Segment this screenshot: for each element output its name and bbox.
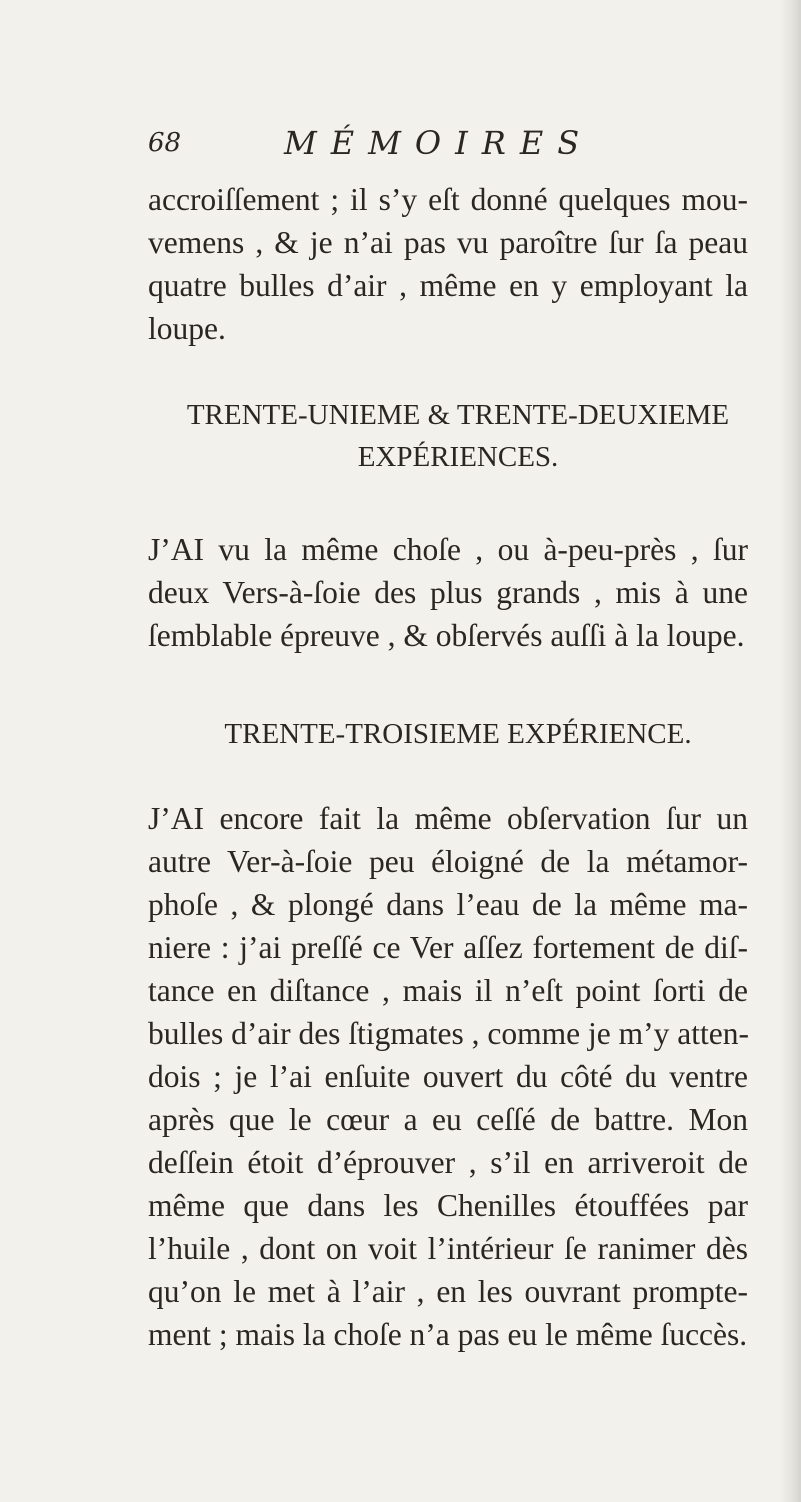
section-heading-31-32-subtitle: EXPÉRIENCES.: [357, 441, 559, 473]
text-line: dois ; je l’ai enſuite ouvert du côté du ventre: [148, 1059, 748, 1094]
text-line: vemens , & je n’ai pas vu paroître ſur ſa peau: [148, 225, 748, 260]
text-line: niere : j’ai preſſé ce Ver aſſez fortement de diſ-: [148, 930, 748, 965]
text-line: même que dans les Chenilles étouffées par: [148, 1188, 748, 1223]
paragraph-1: [148, 178, 748, 350]
paragraph-2: [148, 528, 748, 657]
text-line: J’AI vu la même choſe , ou à-peu-près , ſur: [148, 532, 748, 567]
text-line: deſſein étoit d’éprouver , s’il en arriveroit de: [148, 1145, 748, 1180]
section-heading-31-32: TRENTE-UNIEME & TRENTE-DEUXIEME: [186, 399, 730, 431]
text-line: ment ; mais la choſe n’a pas eu le même ſuccès.: [148, 1317, 748, 1352]
running-head: [148, 124, 708, 168]
page-edge-shadow: [779, 0, 801, 1502]
text-line: phoſe , & plongé dans l’eau de la même ma-: [148, 887, 748, 922]
text-line: J’AI encore fait la même obſervation ſur un: [148, 801, 748, 836]
text-line: accroiſſement ; il s’y eſt donné quelques mou-: [148, 182, 748, 217]
section-heading-33: TRENTE-TROISIEME EXPÉRIENCE.: [224, 718, 692, 750]
text-line: ſemblable épreuve , & obſervés auſſi à la loupe.: [148, 618, 745, 653]
text-line: quatre bulles d’air , même en y employant la: [148, 268, 748, 303]
text-line: qu’on le met à l’air , en les ouvrant prompte-: [148, 1274, 748, 1309]
text-line: autre Ver-à-ſoie peu éloigné de la métamor-: [148, 844, 748, 879]
text-line: l’huile , dont on voit l’intérieur ſe ranimer dès: [148, 1231, 748, 1266]
text-line: loupe.: [148, 311, 226, 346]
text-line: bulles d’air des ſtigmates , comme je m’y atten-: [148, 1016, 749, 1051]
paragraph-3: [148, 797, 748, 1356]
running-title: MÉMOIRES: [284, 124, 594, 162]
text-line: deux Vers-à-ſoie des plus grands , mis à une: [148, 575, 748, 610]
page-number: 68: [148, 128, 182, 158]
text-line: tance en diſtance , mais il n’eſt point ſorti de: [148, 973, 748, 1008]
text-line: après que le cœur a eu ceſſé de battre. Mon: [148, 1102, 748, 1137]
